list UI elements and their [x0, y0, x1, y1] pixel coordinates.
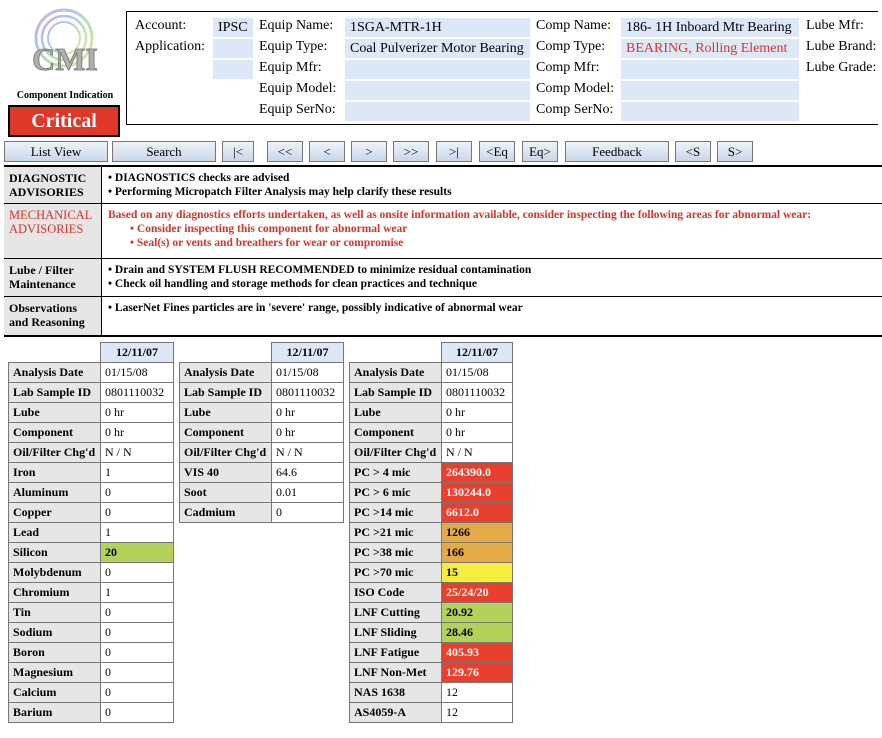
row-value: 0801110032: [101, 383, 174, 403]
table-row: [350, 463, 513, 483]
table-row: [180, 383, 344, 403]
row-label: Lube: [180, 403, 272, 423]
table-row: [180, 423, 344, 443]
table-row: [350, 503, 513, 523]
table-row: [9, 543, 174, 563]
row-label: Oil/Filter Chg'd: [9, 443, 101, 463]
table-row: [350, 523, 513, 543]
table-row: [9, 503, 174, 523]
row-value: 0 hr: [101, 423, 174, 443]
row-label: AS4059-A: [350, 703, 442, 723]
table-row: [9, 623, 174, 643]
row-label: PC >14 mic: [350, 503, 442, 523]
row-label: Analysis Date: [180, 363, 272, 383]
row-value: 1: [101, 583, 174, 603]
comp-name-label: Comp Name:: [536, 18, 612, 33]
comp-serno-label: Comp SerNo:: [536, 102, 614, 117]
table-row: [350, 483, 513, 503]
prev-record-button[interactable]: <: [309, 141, 345, 162]
observations-label: Observations and Reasoning: [4, 297, 102, 335]
diagnostic-advisory-label: DIAGNOSTIC ADVISORIES: [4, 167, 102, 203]
row-value: 0: [101, 503, 174, 523]
row-value: 0: [101, 483, 174, 503]
application-label: Application:: [135, 39, 205, 54]
row-label: NAS 1638: [350, 683, 442, 703]
row-label: LNF Cutting: [350, 603, 442, 623]
table-row: [350, 603, 513, 623]
row-label: ISO Code: [350, 583, 442, 603]
account-value: IPSC: [213, 18, 253, 37]
blank-value: [213, 60, 253, 79]
table-row: [350, 543, 513, 563]
table-row: [180, 443, 344, 463]
row-label: Cadmium: [180, 503, 272, 523]
equip-serno-value: [345, 102, 530, 121]
row-label: Lab Sample ID: [9, 383, 101, 403]
row-value: 0 hr: [442, 423, 513, 443]
row-label: PC > 4 mic: [350, 463, 442, 483]
equip-model-label: Equip Model:: [259, 81, 337, 96]
table-row: [350, 363, 513, 383]
row-label: Sodium: [9, 623, 101, 643]
row-value: N / N: [272, 443, 344, 463]
equip-type-label: Equip Type:: [259, 39, 328, 54]
row-label: Calcium: [9, 683, 101, 703]
row-label: PC > 6 mic: [350, 483, 442, 503]
table-row: [350, 643, 513, 663]
row-value: N / N: [101, 443, 174, 463]
row-label: Analysis Date: [9, 363, 101, 383]
equip-mfr-label: Equip Mfr:: [259, 60, 322, 75]
row-label: VIS 40: [180, 463, 272, 483]
comp-type-label: Comp Type:: [536, 39, 606, 54]
component-indication-label: Component Indication: [16, 90, 114, 101]
comp-model-label: Comp Model:: [536, 81, 615, 96]
table-row: [9, 683, 174, 703]
lube-filter-row: [4, 259, 882, 297]
row-value: 0 hr: [101, 403, 174, 423]
table-row: [9, 663, 174, 683]
comp-mfr-label: Comp Mfr:: [536, 60, 600, 75]
table-row: [9, 583, 174, 603]
row-value: 1: [101, 463, 174, 483]
sample-date-header: 12/11/07: [272, 343, 344, 363]
last-record-button[interactable]: >|: [436, 141, 472, 162]
row-value: 6612.0: [442, 503, 513, 523]
prev-equip-button[interactable]: <Eq: [479, 141, 515, 162]
row-value: 12: [442, 703, 513, 723]
physical-table: [179, 342, 344, 523]
table-row: [180, 483, 344, 503]
table-row: [180, 503, 344, 523]
row-value: 01/15/08: [101, 363, 174, 383]
equip-name-label: Equip Name:: [259, 18, 334, 33]
lube-filter-label: Lube / Filter Maintenance: [4, 259, 102, 296]
particle-count-table: [349, 342, 513, 723]
row-value: 0 hr: [272, 423, 344, 443]
mechanical-advisory-label: MECHANICAL ADVISORIES: [4, 204, 102, 258]
row-value: 0: [101, 563, 174, 583]
row-label: Component: [180, 423, 272, 443]
next-page-button[interactable]: >>: [393, 141, 429, 162]
prev-page-button[interactable]: <<: [267, 141, 303, 162]
table-row: [350, 563, 513, 583]
row-value: 25/24/20: [442, 583, 513, 603]
comp-serno-value: [621, 102, 799, 121]
application-value: [213, 39, 253, 58]
elements-table: [8, 342, 174, 723]
lube-mfr-label: Lube Mfr:: [806, 18, 864, 33]
row-value: 01/15/08: [442, 363, 513, 383]
table-row: [180, 403, 344, 423]
row-value: 130244.0: [442, 483, 513, 503]
row-value: 405.93: [442, 643, 513, 663]
table-row: [350, 443, 513, 463]
table-row: [350, 383, 513, 403]
row-label: Barium: [9, 703, 101, 723]
table-row: [350, 423, 513, 443]
row-label: PC >21 mic: [350, 523, 442, 543]
first-record-button[interactable]: |<: [222, 141, 254, 162]
row-label: Soot: [180, 483, 272, 503]
row-label: Oil/Filter Chg'd: [180, 443, 272, 463]
comp-mfr-value: [621, 60, 799, 79]
table-row: [9, 563, 174, 583]
lube-filter-text: • Drain and SYSTEM FLUSH RECOMMENDED to minimize residual contamination • Check oil handling and storage methods for clean practices and technique: [108, 264, 532, 290]
row-value: 1: [101, 523, 174, 543]
comp-name-value: 186- 1H Inboard Mtr Bearing: [621, 18, 799, 37]
table-row: [9, 403, 174, 423]
row-value: 64.6: [272, 463, 344, 483]
sample-date-header: 12/11/07: [101, 343, 174, 363]
row-value: 129.76: [442, 663, 513, 683]
row-label: Lube: [9, 403, 101, 423]
row-label: Copper: [9, 503, 101, 523]
row-value: 0: [101, 663, 174, 683]
row-value: 0: [101, 643, 174, 663]
row-value: 0 hr: [442, 403, 513, 423]
row-value: N / N: [442, 443, 513, 463]
advisories-panel: [4, 165, 882, 337]
table-row: [180, 463, 344, 483]
diagnostic-advisory-text: • DIAGNOSTICS checks are advised • Performing Micropatch Filter Analysis may help clarify these results: [108, 172, 452, 198]
row-value: 20.92: [442, 603, 513, 623]
row-label: Iron: [9, 463, 101, 483]
table-row: [350, 663, 513, 683]
row-label: Analysis Date: [350, 363, 442, 383]
status-badge: Critical: [8, 105, 120, 137]
row-value: 0801110032: [272, 383, 344, 403]
row-value: 0.01: [272, 483, 344, 503]
next-sample-button[interactable]: S>: [717, 141, 753, 162]
row-value: 264390.0: [442, 463, 513, 483]
table-row: [9, 603, 174, 623]
table-row: [9, 703, 174, 723]
comp-model-value: [621, 81, 799, 100]
table-row: [350, 703, 513, 723]
row-label: Magnesium: [9, 663, 101, 683]
table-row: [350, 683, 513, 703]
row-label: Lube: [350, 403, 442, 423]
row-value: 15: [442, 563, 513, 583]
row-label: Tin: [9, 603, 101, 623]
table-row: [9, 423, 174, 443]
row-label: Component: [350, 423, 442, 443]
row-label: Chromium: [9, 583, 101, 603]
prev-sample-button[interactable]: <S: [675, 141, 711, 162]
row-value: 1266: [442, 523, 513, 543]
equip-type-value: Coal Pulverizer Motor Bearing: [345, 39, 530, 58]
observations-text: • LaserNet Fines particles are in 'severe' range, possibly indicative of abnormal wear: [108, 302, 523, 314]
next-equip-button[interactable]: Eq>: [522, 141, 558, 162]
lube-brand-label: Lube Brand:: [806, 39, 877, 54]
row-label: Component: [9, 423, 101, 443]
comp-type-value: BEARING, Rolling Element: [621, 39, 799, 58]
header-panel: [126, 11, 878, 125]
row-label: Boron: [9, 643, 101, 663]
cmi-logo: [6, 8, 122, 134]
row-value: 0 hr: [272, 403, 344, 423]
observations-row: [4, 297, 882, 335]
row-value: 0: [101, 683, 174, 703]
table-row: [9, 383, 174, 403]
row-label: Lab Sample ID: [350, 383, 442, 403]
row-value: 12: [442, 683, 513, 703]
row-label: PC >38 mic: [350, 543, 442, 563]
equip-serno-label: Equip SerNo:: [259, 102, 336, 117]
svg-text:CMI: CMI: [32, 41, 98, 77]
diagnostic-advisory-row: [4, 167, 882, 204]
sample-date-header: 12/11/07: [442, 343, 513, 363]
account-label: Account:: [135, 18, 187, 33]
row-label: Molybdenum: [9, 563, 101, 583]
row-label: LNF Fatigue: [350, 643, 442, 663]
row-label: Lab Sample ID: [180, 383, 272, 403]
row-value: 0: [101, 603, 174, 623]
lube-grade-label: Lube Grade:: [806, 60, 877, 75]
table-row: [350, 583, 513, 603]
row-label: Aluminum: [9, 483, 101, 503]
table-row: [180, 363, 344, 383]
table-row: [350, 623, 513, 643]
next-record-button[interactable]: >: [351, 141, 387, 162]
row-value: 0: [101, 703, 174, 723]
table-row: [9, 643, 174, 663]
toolbar: [4, 141, 882, 163]
row-label: PC >70 mic: [350, 563, 442, 583]
row-value: 20: [101, 543, 174, 563]
equip-model-value: [345, 81, 530, 100]
equip-mfr-value: [345, 60, 530, 79]
search-button[interactable]: Search: [112, 141, 216, 162]
row-label: LNF Non-Met: [350, 663, 442, 683]
row-label: Oil/Filter Chg'd: [350, 443, 442, 463]
mechanical-advisory-text: Based on any diagnostics efforts undertaken, as well as onsite information available, consider inspecting the following areas for abnormal wear: • Consider inspecting this component for abnormal wear • Seal(s) or vents and breathers for wear or compromise: [108, 209, 812, 249]
row-label: Lead: [9, 523, 101, 543]
cmi-logo-icon: [22, 8, 108, 80]
feedback-button[interactable]: Feedback: [565, 141, 669, 162]
row-value: 0801110032: [442, 383, 513, 403]
table-row: [9, 463, 174, 483]
row-value: 28.46: [442, 623, 513, 643]
row-value: 0: [101, 623, 174, 643]
table-row: [350, 403, 513, 423]
row-label: LNF Sliding: [350, 623, 442, 643]
mechanical-advisory-row: [4, 204, 882, 259]
equip-name-value: 1SGA-MTR-1H: [345, 18, 530, 37]
table-row: [9, 443, 174, 463]
row-label: Silicon: [9, 543, 101, 563]
list-view-button[interactable]: List View: [4, 141, 108, 162]
table-row: [9, 363, 174, 383]
row-value: 0: [272, 503, 344, 523]
table-row: [9, 483, 174, 503]
row-value: 166: [442, 543, 513, 563]
row-value: 01/15/08: [272, 363, 344, 383]
table-row: [9, 523, 174, 543]
